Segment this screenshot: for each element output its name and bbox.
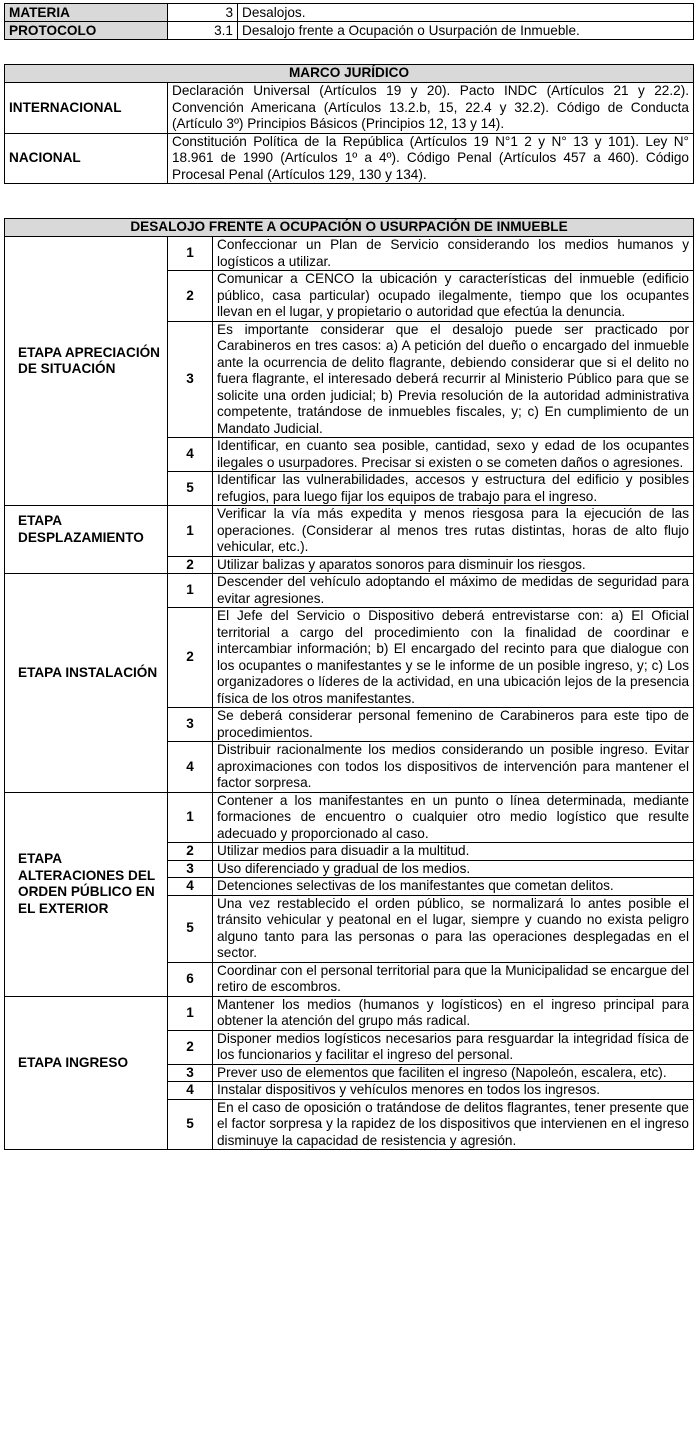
marco-juridico-title: MARCO JURÍDICO (5, 65, 694, 83)
step-number: 5 (168, 895, 213, 962)
procedure-step-row (5, 792, 694, 843)
materia-row (5, 4, 694, 22)
procedure-step-row (5, 237, 694, 271)
stage-name: ETAPA ALTERACIONES DEL ORDEN PÚBLICO EN EL EXTERIOR (5, 792, 168, 996)
materia-number: 3 (168, 4, 238, 22)
procedure-table (4, 218, 694, 1150)
stage-name: ETAPA INSTALACIÓN (5, 574, 168, 793)
step-text: Una vez restablecido el orden público, se normalizará lo antes posible el tránsito vehicular y peatonal en el lugar, siempre y cuando no exista peligro alguno tanto para las personas o para las operaciones desplegadas en el sector. (213, 895, 694, 962)
step-number: 1 (168, 996, 213, 1030)
step-number: 3 (168, 708, 213, 742)
procedure-step-row (5, 506, 694, 557)
marco-juridico-table (4, 64, 694, 184)
step-text: Instalar dispositivos y vehículos menores en todos los ingresos. (213, 1082, 694, 1100)
step-number: 2 (168, 1030, 213, 1064)
protocolo-row (5, 22, 694, 40)
step-text: Verificar la vía más expedita y menos riesgosa para la ejecución de las operaciones. (Considerar al menos tres rutas distintas, horas de alto flujo vehicular, etc.). (213, 506, 694, 557)
step-text: Distribuir racionalmente los medios considerando un posible ingreso. Evitar aproximaciones con todos los dispositivos de intervención para mantener el factor sorpresa. (213, 742, 694, 793)
stage-name: ETAPA DESPLAZAMIENTO (5, 506, 168, 574)
step-text: Contener a los manifestantes en un punto o línea determinada, mediante formaciones de encuentro o cualquier otro medio logístico que resulte adecuado y proporcionado al caso. (213, 792, 694, 843)
protocolo-value: Desalojo frente a Ocupación o Usurpación de Inmueble. (238, 22, 694, 40)
step-number: 5 (168, 1099, 213, 1150)
step-text: Prever uso de elementos que faciliten el ingreso (Napoleón, escalera, etc). (213, 1064, 694, 1082)
step-number: 2 (168, 271, 213, 322)
materia-value: Desalojos. (238, 4, 694, 22)
step-text: Utilizar medios para disuadir a la multitud. (213, 843, 694, 861)
step-number: 1 (168, 506, 213, 557)
internacional-text: Declaración Universal (Artículos 19 y 20). Pacto INDC (Artículos 21 y 22.2). Convención Americana (Artículos 13.2.b, 15, 22.4 y 32.2). Código de Conducta (Artículo 3º) Principios Básicos (Principios 12, 13 y 14). (168, 83, 694, 134)
step-text: En el caso de oposición o tratándose de delitos flagrantes, tener presente que el factor sorpresa y la rapidez de los dispositivos que intervienen en el ingreso disminuye la capacidad de resistencia y agresión. (213, 1099, 694, 1150)
step-text: Confeccionar un Plan de Servicio considerando los medios humanos y logísticos a utilizar. (213, 237, 694, 271)
nacional-row (5, 133, 694, 184)
materia-label: MATERIA (5, 4, 168, 22)
internacional-row (5, 83, 694, 134)
step-number: 1 (168, 237, 213, 271)
step-text: Uso diferenciado y gradual de los medios. (213, 860, 694, 878)
step-text: El Jefe del Servicio o Dispositivo deberá entrevistarse con: a) El Oficial territorial a cargo del procedimiento con la finalidad de coordinar e intercambiar información; b) El encargado del recinto para que dialogue con los ocupantes o manifestantes y se le informe de un posible ingreso, y; c) Los organizadores o líderes de la actividad, en una ubicación lejos de la presencia física de los otros manifestantes. (213, 608, 694, 708)
step-text: Identificar las vulnerabilidades, accesos y estructura del edificio y posibles refugios, para luego fijar los equipos de trabajo para el ingreso. (213, 472, 694, 506)
protocolo-label: PROTOCOLO (5, 22, 168, 40)
step-text: Disponer medios logísticos necesarios para resguardar la integridad física de los funcionarios y facilitar el ingreso del personal. (213, 1030, 694, 1064)
step-number: 6 (168, 962, 213, 996)
step-number: 4 (168, 438, 213, 472)
stage-name: ETAPA INGRESO (5, 996, 168, 1150)
step-number: 4 (168, 878, 213, 896)
step-text: Mantener los medios (humanos y logísticos) en el ingreso principal para obtener la atención del grupo más radical. (213, 996, 694, 1030)
step-number: 1 (168, 792, 213, 843)
header-table (4, 3, 694, 40)
step-text: Utilizar balizas y aparatos sonoros para disminuir los riesgos. (213, 556, 694, 574)
step-number: 2 (168, 556, 213, 574)
step-number: 4 (168, 742, 213, 793)
step-number: 2 (168, 608, 213, 708)
step-text: Descender del vehículo adoptando el máximo de medidas de seguridad para evitar agresiones. (213, 574, 694, 608)
step-text: Identificar, en cuanto sea posible, cantidad, sexo y edad de los ocupantes ilegales o usurpadores. Precisar si existen o se cometen daños o agresiones. (213, 438, 694, 472)
step-text: Comunicar a CENCO la ubicación y características del inmueble (edificio público, casa particular) ocupado ilegalmente, tiempo que los ocupantes llevan en el lugar, y propietario o autoridad que efectúa la denuncia. (213, 271, 694, 322)
procedure-step-row (5, 574, 694, 608)
step-text: Se deberá considerar personal femenino de Carabineros para este tipo de procedimientos. (213, 708, 694, 742)
nacional-label: NACIONAL (5, 133, 168, 184)
step-number: 1 (168, 574, 213, 608)
step-number: 3 (168, 321, 213, 438)
step-number: 5 (168, 472, 213, 506)
step-text: Es importante considerar que el desalojo puede ser practicado por Carabineros en tres casos: a) A petición del dueño o encargado del inmueble ante la ocurrencia de delito flagrante, debiendo considerar que si el delito no fuera flagrante, el interesado deberá recurrir al Ministerio Público para que se solicite una orden judicial; b) Previa resolución de la autoridad administrativa competente, tratándose de inmuebles fiscales, y; c) En cumplimiento de un Mandato Judicial. (213, 321, 694, 438)
step-number: 4 (168, 1082, 213, 1100)
step-text: Detenciones selectivas de los manifestantes que cometan delitos. (213, 878, 694, 896)
step-number: 3 (168, 1064, 213, 1082)
step-number: 3 (168, 860, 213, 878)
procedure-title: DESALOJO FRENTE A OCUPACIÓN O USURPACIÓN DE INMUEBLE (5, 219, 694, 237)
stage-name: ETAPA APRECIACIÓN DE SITUACIÓN (5, 237, 168, 506)
internacional-label: INTERNACIONAL (5, 83, 168, 134)
nacional-text: Constitución Política de la República (Artículos 19 N°1 2 y N° 13 y 101). Ley N° 18.961 de 1990 (Artículos 1º a 4º). Código Penal (Artículos 457 a 460). Código Procesal Penal (Artículos 129, 130 y 134). (168, 133, 694, 184)
procedure-step-row (5, 996, 694, 1030)
step-number: 2 (168, 843, 213, 861)
protocolo-number: 3.1 (168, 22, 238, 40)
step-text: Coordinar con el personal territorial para que la Municipalidad se encargue del retiro de escombros. (213, 962, 694, 996)
